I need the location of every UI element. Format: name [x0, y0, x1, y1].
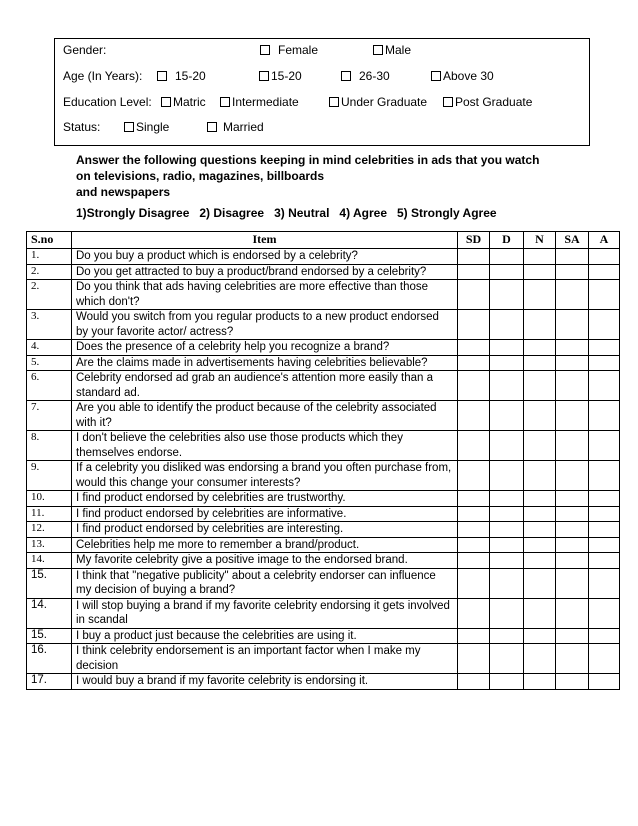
response-cell-d[interactable]: [490, 628, 524, 644]
table-row: [27, 644, 620, 674]
response-cell-n[interactable]: [524, 280, 556, 310]
row-number: 13.: [27, 537, 72, 553]
response-cell-sa[interactable]: [556, 310, 589, 340]
checkbox-icon[interactable]: [341, 71, 351, 81]
response-cell-a[interactable]: [589, 264, 620, 280]
age-label: Age (In Years):: [63, 69, 143, 83]
response-cell-sa[interactable]: [556, 491, 589, 507]
table-row: [27, 553, 620, 569]
education-label: Education Level:: [63, 95, 152, 109]
checkbox-icon[interactable]: [124, 122, 134, 132]
response-cell-a[interactable]: [589, 674, 620, 690]
response-cell-n[interactable]: [524, 355, 556, 371]
response-cell-n[interactable]: [524, 674, 556, 690]
response-cell-sa[interactable]: [556, 506, 589, 522]
row-item-text: Celebrity endorsed ad grab an audience's attention more easily than a standard ad.: [72, 371, 458, 401]
response-cell-sd[interactable]: [458, 310, 490, 340]
row-number: 14.: [27, 598, 72, 628]
response-cell-a[interactable]: [589, 598, 620, 628]
response-cell-sa[interactable]: [556, 249, 589, 265]
response-cell-sa[interactable]: [556, 628, 589, 644]
response-cell-d[interactable]: [490, 431, 524, 461]
row-item-text: I will stop buying a brand if my favorite celebrity endorsing it gets involved in scandal: [72, 598, 458, 628]
table-row: [27, 401, 620, 431]
response-cell-sd[interactable]: [458, 461, 490, 491]
row-number: 10.: [27, 491, 72, 507]
row-item-text: I don't believe the celebrities also use those products which they themselves endorse.: [72, 431, 458, 461]
response-cell-sd[interactable]: [458, 537, 490, 553]
row-number: 16.: [27, 644, 72, 674]
header-sd: SD: [458, 232, 490, 249]
response-cell-sd[interactable]: [458, 371, 490, 401]
row-number: 12.: [27, 522, 72, 538]
response-cell-a[interactable]: [589, 644, 620, 674]
row-item-text: Are you able to identify the product because of the celebrity associated with it?: [72, 401, 458, 431]
row-number: 17.: [27, 674, 72, 690]
response-cell-n[interactable]: [524, 491, 556, 507]
response-cell-a[interactable]: [589, 506, 620, 522]
row-item-text: I would buy a brand if my favorite celebrity is endorsing it.: [72, 674, 458, 690]
response-cell-d[interactable]: [490, 553, 524, 569]
table-row: [27, 249, 620, 265]
table-row: [27, 628, 620, 644]
checkbox-icon[interactable]: [259, 71, 269, 81]
response-cell-d[interactable]: [490, 598, 524, 628]
response-cell-a[interactable]: [589, 537, 620, 553]
response-cell-sa[interactable]: [556, 461, 589, 491]
instructions-line-2: on televisions, radio, magazines, billboards: [76, 169, 325, 183]
education-option-undergraduate[interactable]: Under Graduate: [329, 95, 427, 109]
response-cell-sd[interactable]: [458, 674, 490, 690]
response-cell-sd[interactable]: [458, 628, 490, 644]
row-number: 4.: [27, 340, 72, 356]
response-cell-n[interactable]: [524, 628, 556, 644]
table-row: [27, 355, 620, 371]
rating-scale: 1)Strongly Disagree 2) Disagree 3) Neutral 4) Agree 5) Strongly Agree: [76, 206, 497, 220]
row-item-text: I think celebrity endorsement is an important factor when I make my decision: [72, 644, 458, 674]
table-row: [27, 522, 620, 538]
education-option-intermediate[interactable]: Intermediate: [220, 95, 299, 109]
header-sa: SA: [556, 232, 589, 249]
header-d: D: [490, 232, 524, 249]
response-cell-a[interactable]: [589, 355, 620, 371]
table-row: [27, 598, 620, 628]
response-cell-d[interactable]: [490, 537, 524, 553]
questionnaire-table: [26, 231, 620, 690]
instructions-line-1: Answer the following questions keeping in mind celebrities in ads that you watch: [76, 153, 540, 167]
response-cell-a[interactable]: [589, 628, 620, 644]
response-cell-sd[interactable]: [458, 264, 490, 280]
response-cell-a[interactable]: [589, 431, 620, 461]
response-cell-d[interactable]: [490, 264, 524, 280]
row-item-text: Do you get attracted to buy a product/brand endorsed by a celebrity?: [72, 264, 458, 280]
response-cell-a[interactable]: [589, 371, 620, 401]
response-cell-d[interactable]: [490, 568, 524, 598]
response-cell-sd[interactable]: [458, 401, 490, 431]
age-option-2[interactable]: 15-20: [259, 69, 302, 83]
row-item-text: I buy a product just because the celebrities are using it.: [72, 628, 458, 644]
table-row: [27, 340, 620, 356]
response-cell-sa[interactable]: [556, 371, 589, 401]
response-cell-d[interactable]: [490, 249, 524, 265]
table-row: [27, 461, 620, 491]
age-option-4[interactable]: Above 30: [431, 69, 494, 83]
response-cell-sa[interactable]: [556, 674, 589, 690]
row-number: 15.: [27, 628, 72, 644]
response-cell-sd[interactable]: [458, 506, 490, 522]
table-row: [27, 537, 620, 553]
row-item-text: My favorite celebrity give a positive image to the endorsed brand.: [72, 553, 458, 569]
response-cell-n[interactable]: [524, 431, 556, 461]
row-item-text: Are the claims made in advertisements having celebrities believable?: [72, 355, 458, 371]
checkbox-icon[interactable]: [373, 45, 383, 55]
response-cell-n[interactable]: [524, 553, 556, 569]
checkbox-icon[interactable]: [431, 71, 441, 81]
response-cell-sd[interactable]: [458, 598, 490, 628]
response-cell-d[interactable]: [490, 401, 524, 431]
response-cell-sd[interactable]: [458, 522, 490, 538]
response-cell-a[interactable]: [589, 461, 620, 491]
status-option-married[interactable]: Married: [207, 120, 264, 134]
response-cell-a[interactable]: [589, 310, 620, 340]
gender-option-male[interactable]: Male: [373, 43, 411, 57]
response-cell-d[interactable]: [490, 644, 524, 674]
response-cell-sa[interactable]: [556, 522, 589, 538]
header-a: A: [589, 232, 620, 249]
table-row: [27, 264, 620, 280]
response-cell-sd[interactable]: [458, 431, 490, 461]
response-cell-d[interactable]: [490, 461, 524, 491]
response-cell-n[interactable]: [524, 371, 556, 401]
response-cell-sa[interactable]: [556, 553, 589, 569]
table-row: [27, 491, 620, 507]
row-number: 15.: [27, 568, 72, 598]
row-number: 6.: [27, 371, 72, 401]
row-item-text: Celebrities help me more to remember a brand/product.: [72, 537, 458, 553]
response-cell-d[interactable]: [490, 522, 524, 538]
response-cell-sd[interactable]: [458, 568, 490, 598]
row-number: 2.: [27, 280, 72, 310]
response-cell-n[interactable]: [524, 264, 556, 280]
response-cell-sd[interactable]: [458, 355, 490, 371]
response-cell-d[interactable]: [490, 371, 524, 401]
table-row: [27, 674, 620, 690]
response-cell-d[interactable]: [490, 506, 524, 522]
response-cell-a[interactable]: [589, 401, 620, 431]
response-cell-n[interactable]: [524, 310, 556, 340]
checkbox-icon[interactable]: [260, 45, 270, 55]
response-cell-sa[interactable]: [556, 431, 589, 461]
instructions-line-3: and newspapers: [76, 185, 171, 199]
row-number: 1.: [27, 249, 72, 265]
row-number: 2.: [27, 264, 72, 280]
response-cell-sd[interactable]: [458, 491, 490, 507]
row-number: 3.: [27, 310, 72, 340]
row-item-text: Does the presence of a celebrity help you recognize a brand?: [72, 340, 458, 356]
response-cell-n[interactable]: [524, 340, 556, 356]
response-cell-n[interactable]: [524, 522, 556, 538]
row-number: 14.: [27, 553, 72, 569]
header-sno: S.no: [27, 232, 72, 249]
checkbox-icon[interactable]: [220, 97, 230, 107]
response-cell-sd[interactable]: [458, 644, 490, 674]
response-cell-a[interactable]: [589, 340, 620, 356]
table-row: [27, 371, 620, 401]
table-header-row: [27, 232, 620, 249]
table-row: [27, 310, 620, 340]
response-cell-sa[interactable]: [556, 537, 589, 553]
status-label: Status:: [63, 120, 101, 134]
response-cell-d[interactable]: [490, 674, 524, 690]
row-number: 8.: [27, 431, 72, 461]
response-cell-n[interactable]: [524, 401, 556, 431]
education-option-postgraduate[interactable]: Post Graduate: [443, 95, 532, 109]
response-cell-sd[interactable]: [458, 249, 490, 265]
row-number: 7.: [27, 401, 72, 431]
row-item-text: I find product endorsed by celebrities are trustworthy.: [72, 491, 458, 507]
row-number: 5.: [27, 355, 72, 371]
checkbox-icon[interactable]: [329, 97, 339, 107]
age-option-3[interactable]: 26-30: [341, 69, 390, 83]
row-item-text: Do you think that ads having celebrities are more effective than those which don't?: [72, 280, 458, 310]
response-cell-sd[interactable]: [458, 280, 490, 310]
response-cell-sa[interactable]: [556, 568, 589, 598]
response-cell-sa[interactable]: [556, 644, 589, 674]
status-option-single[interactable]: Single: [124, 120, 169, 134]
response-cell-n[interactable]: [524, 506, 556, 522]
response-cell-sd[interactable]: [458, 340, 490, 356]
response-cell-sa[interactable]: [556, 355, 589, 371]
table-row: [27, 431, 620, 461]
response-cell-n[interactable]: [524, 644, 556, 674]
response-cell-n[interactable]: [524, 537, 556, 553]
checkbox-icon[interactable]: [443, 97, 453, 107]
response-cell-d[interactable]: [490, 340, 524, 356]
response-cell-n[interactable]: [524, 249, 556, 265]
response-cell-d[interactable]: [490, 280, 524, 310]
table-row: [27, 506, 620, 522]
checkbox-icon[interactable]: [157, 71, 167, 81]
education-option-matric[interactable]: Matric: [161, 95, 206, 109]
row-number: 11.: [27, 506, 72, 522]
checkbox-icon[interactable]: [161, 97, 171, 107]
response-cell-sa[interactable]: [556, 598, 589, 628]
instructions: [76, 152, 576, 200]
row-item-text: If a celebrity you disliked was endorsing a brand you often purchase from, would this change your consumer interests?: [72, 461, 458, 491]
row-item-text: Would you switch from you regular products to a new product endorsed by your favorite actor/ actress?: [72, 310, 458, 340]
demographics-box: [54, 38, 590, 146]
response-cell-sa[interactable]: [556, 264, 589, 280]
response-cell-sa[interactable]: [556, 280, 589, 310]
response-cell-d[interactable]: [490, 491, 524, 507]
row-item-text: Do you buy a product which is endorsed by a celebrity?: [72, 249, 458, 265]
gender-label: Gender:: [63, 43, 107, 57]
response-cell-a[interactable]: [589, 553, 620, 569]
row-item-text: I find product endorsed by celebrities are interesting.: [72, 522, 458, 538]
row-item-text: I think that "negative publicity" about a celebrity endorser can influence my decision of buying a brand?: [72, 568, 458, 598]
response-cell-n[interactable]: [524, 568, 556, 598]
row-item-text: I find product endorsed by celebrities are informative.: [72, 506, 458, 522]
response-cell-a[interactable]: [589, 280, 620, 310]
response-cell-a[interactable]: [589, 522, 620, 538]
checkbox-icon[interactable]: [207, 122, 217, 132]
response-cell-n[interactable]: [524, 598, 556, 628]
response-cell-sa[interactable]: [556, 401, 589, 431]
age-option-1[interactable]: 15-20: [157, 69, 206, 83]
response-cell-a[interactable]: [589, 491, 620, 507]
response-cell-sa[interactable]: [556, 340, 589, 356]
response-cell-a[interactable]: [589, 568, 620, 598]
header-n: N: [524, 232, 556, 249]
response-cell-sd[interactable]: [458, 553, 490, 569]
table-row: [27, 280, 620, 310]
response-cell-n[interactable]: [524, 461, 556, 491]
response-cell-a[interactable]: [589, 249, 620, 265]
header-item: Item: [72, 232, 458, 249]
response-cell-d[interactable]: [490, 310, 524, 340]
gender-option-female[interactable]: Female: [260, 43, 318, 57]
row-number: 9.: [27, 461, 72, 491]
table-row: [27, 568, 620, 598]
response-cell-d[interactable]: [490, 355, 524, 371]
